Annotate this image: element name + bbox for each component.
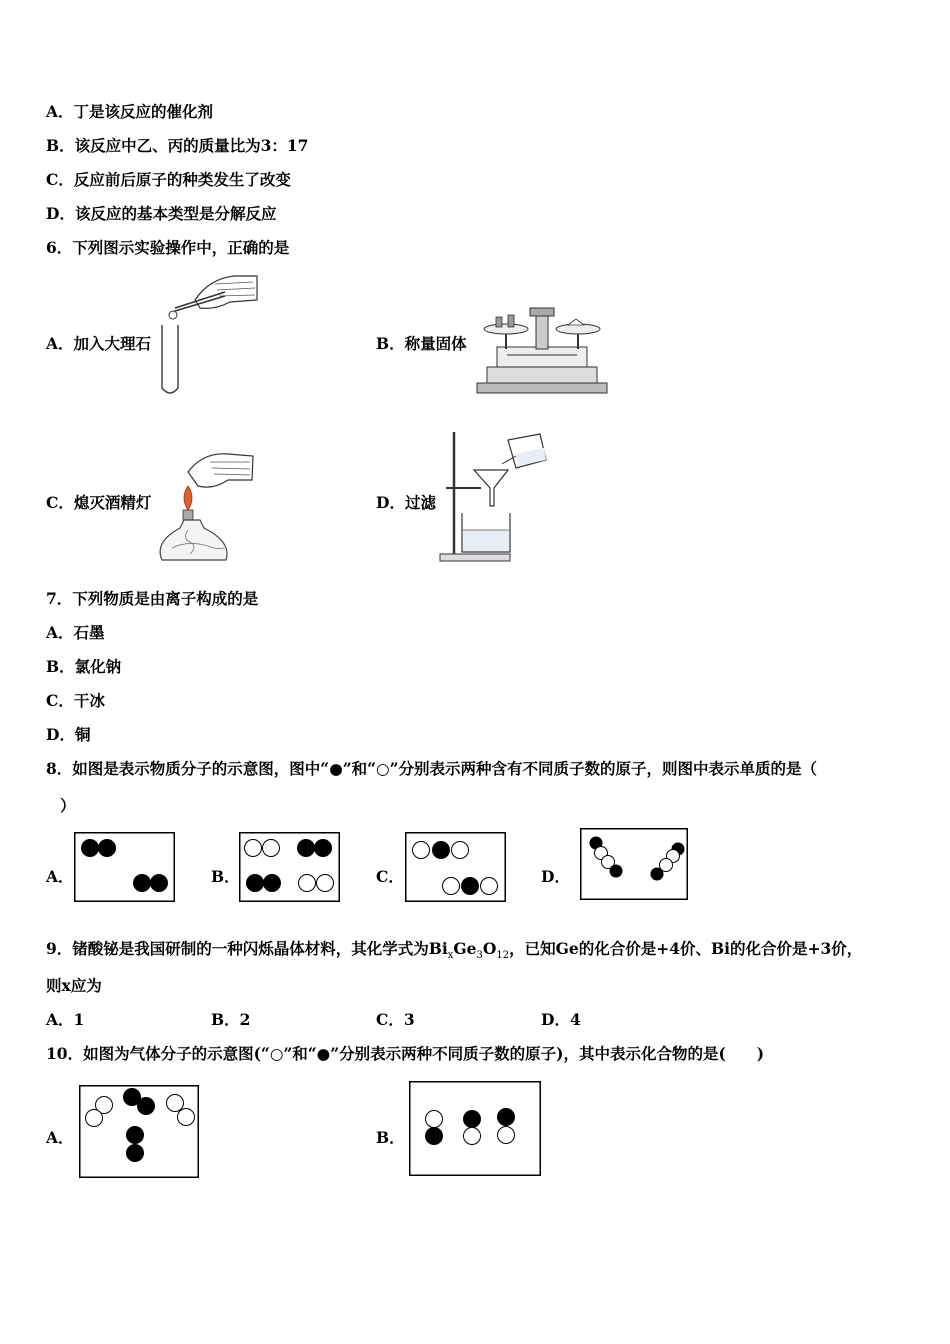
q7-stem: 7．下列物质是由离子构成的是 — [46, 589, 259, 608]
q8-option-a: A． — [46, 867, 74, 886]
q9-option-a: A．1 — [46, 1010, 85, 1029]
balance-scale-figure — [472, 305, 612, 400]
q5-option-b: B．该反应中乙、丙的质量比为3：17 — [46, 136, 309, 155]
q10-option-a: A． — [46, 1128, 74, 1147]
q6-option-a: A．加入大理石 — [46, 334, 152, 353]
q5-option-c: C．反应前后原子的种类发生了改变 — [46, 170, 291, 189]
q9-option-d: D．4 — [541, 1010, 581, 1029]
q6-option-d: D．过滤 — [376, 493, 436, 512]
q5-option-d: D．该反应的基本类型是分解反应 — [46, 204, 277, 223]
q6-option-b: B．称量固体 — [376, 334, 467, 353]
add-marble-test-tube-figure — [155, 270, 260, 398]
q7-option-d: D．铜 — [46, 725, 91, 744]
q8-stem: 8．如图是表示物质分子的示意图，图中“●”和“○”分别表示两种含有不同质子数的原子，则图中表示单质的是（ — [46, 759, 817, 778]
q7-option-c: C．干冰 — [46, 691, 105, 710]
q9-option-c: C．3 — [376, 1010, 415, 1029]
q9-stem-line2: 则x应为 — [46, 976, 102, 995]
q8-option-b: B． — [211, 867, 240, 886]
q8-molecule-box-d — [580, 828, 688, 900]
q8-molecule-box-c — [405, 832, 506, 902]
q8-option-c: C． — [376, 867, 404, 886]
q7-option-b: B．氯化钠 — [46, 657, 122, 676]
q9-option-b: B．2 — [211, 1010, 251, 1029]
q5-option-a: A．丁是该反应的催化剂 — [46, 102, 214, 121]
q10-option-b: B． — [376, 1128, 405, 1147]
q8-molecule-box-a — [74, 832, 175, 902]
q10-molecule-box-b — [409, 1081, 541, 1176]
filtration-setup-figure — [436, 428, 551, 566]
q10-molecule-box-a — [79, 1085, 199, 1178]
q6-option-c: C．熄灭酒精灯 — [46, 493, 152, 512]
q8-stem-end: ） — [60, 796, 76, 815]
q8-molecule-box-b — [239, 832, 340, 902]
q7-option-a: A．石墨 — [46, 623, 105, 642]
q6-stem: 6．下列图示实验操作中，正确的是 — [46, 238, 290, 257]
q9-stem: 9．锗酸铋是我国研制的一种闪烁晶体材料，其化学式为$Bi_xGe_3O_{12}$，已知Ge的化合价是+4价、Bi的化合价是+3价， — [46, 939, 863, 962]
q10-stem: 10．如图为气体分子的示意图(“○”和“●”分别表示两种不同质子数的原子)，其中表示化合物的是( ) — [46, 1044, 765, 1063]
q8-option-d: D． — [541, 867, 570, 886]
extinguish-alcohol-lamp-figure — [158, 450, 258, 568]
